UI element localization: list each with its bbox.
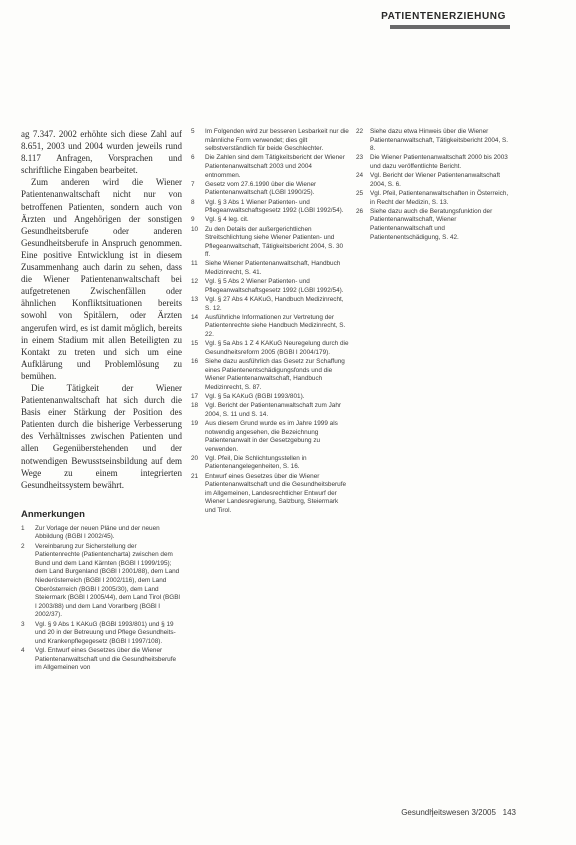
endnote-number: 22 <box>356 128 364 135</box>
endnote-text: Siehe dazu ausführlich das Gesetz zur Schaffung eines Patientenentschädigungsfonds und die Wiener Patientenanwaltschaft, Handbuch Medizinrecht, S. 87. <box>205 357 345 391</box>
endnote <box>191 455 349 472</box>
endnote-text: Vgl. § 27 Abs 4 KAKuG, Handbuch Medizinrecht, S. 12. <box>205 296 344 312</box>
endnote <box>191 216 349 225</box>
endnote <box>191 340 349 357</box>
endnote <box>191 199 349 216</box>
endnote-text: Vgl. Entwurf eines Gesetzes über die Wiener Patientenanwaltschaft und die Gesundheitsberufe im Allgemeinen von <box>35 646 177 672</box>
body-paragraph-1: ag 7.347. 2002 erhöhte sich diese Zahl auf 8.651, 2003 und 2004 wurden jeweils rund 8.117 Anfragen, Vorsprachen und schriftliche Eingaben bearbeitet. <box>21 129 182 176</box>
endnote <box>356 190 514 207</box>
endnote-text: Die Zahlen sind dem Tätigkeitsbericht der Wiener Patientenanwaltschaft 2003 und 2004 entnommen. <box>205 154 345 179</box>
endnote <box>191 402 349 419</box>
endnote <box>21 525 182 542</box>
page-number: 143 <box>502 808 516 817</box>
endnote-text: Vgl. § 5a Abs 1 Z 4 KAKuG Neuregelung durch die Gesundheitsreform 2005 (BGBl I 2004/179). <box>205 340 349 356</box>
endnote <box>21 543 182 620</box>
endnote-number: 24 <box>356 172 364 180</box>
endnote-text: Aus diesem Grund wurde es im Jahre 1999 als notwendig angesehen, die Bezeichnung Patientenanwalt in der Gesetzgebung zu verwenden. <box>205 419 338 453</box>
body-paragraph-3: Die Tätigkeit der Wiener Patientenanwaltschaft hat sich durch die Basis einer Stärkung der Position des Patienten durch die bisherige Verbesserung des Verhältnisses zwischen Patienten und allen Gegenüberstehenden und der notwendigen Bewusstseinsbildung auf dem Wege zu einem integrierten Gesundheitssystem bewährt. <box>21 382 182 490</box>
endnote <box>191 260 349 277</box>
endnote-number: 13 <box>191 296 199 304</box>
section-label: PATIENTENERZIEHUNG <box>381 11 506 22</box>
endnote-text: Im Folgenden wird zur besseren Lesbarkeit nur die männliche Form verwendet; dies gilt selbstverständlich für beide Geschlechter. <box>205 128 349 153</box>
endnote-number: 4 <box>21 646 25 654</box>
endnote <box>21 647 182 673</box>
endnote <box>191 128 349 154</box>
endnote <box>191 358 349 392</box>
endnote-number: 5 <box>191 128 195 135</box>
endnote-number: 12 <box>191 278 199 286</box>
endnote-text: Vgl. § 4 leg. cit. <box>205 216 249 224</box>
endnote-number: 16 <box>191 357 199 365</box>
endnote-text: Ausführliche Informationen zur Vertretung der Patientenrechte siehe Handbuch Medizinrecht, S. 22. <box>205 313 346 338</box>
endnote-text: Vgl. § 5 Abs 2 Wiener Patienten- und Pflegeanwaltschaftsgesetz 1992 (LGBl 1992/54). <box>205 278 344 294</box>
endnote <box>191 154 349 180</box>
endnote-number: 8 <box>191 198 195 206</box>
column-2 <box>191 128 349 516</box>
endnote-number: 10 <box>191 225 199 233</box>
endnote <box>191 226 349 260</box>
endnote <box>191 473 349 516</box>
journal-name: Gesundheitswesen 3/2005 <box>401 808 496 817</box>
column-3 <box>356 128 514 243</box>
endnote-number: 20 <box>191 454 199 462</box>
endnote-text: Vgl. § 9 Abs 1 KAKuG (BGBl 1993/801) und § 19 und 20 in der Betreuung und Pflege Gesundheits- und Krankenpflegegesetz (BGBl I 1997/108). <box>35 620 176 645</box>
endnote-number: 15 <box>191 340 199 348</box>
page-footer <box>401 808 516 817</box>
endnote-text: Vereinbarung zur Sicherstellung der Patientenrechte (Patientencharta) zwischen dem Bund und dem Land Kärnten (BGBl I 1999/195); dem Land Burgenland (BGBl I 2001/88), dem Land Niederösterreich (BGBl I 2002/116), dem Land Oberösterreich (BGBl I 2005/30), dem Land Steiermark (BGBl I 2005/44), dem Land Tirol (BGBl I 2003/88) und dem Land Vorarlberg (BGBl I 2002/37). <box>35 542 180 619</box>
endnote <box>191 314 349 340</box>
endnote-text: Vgl. § 3 Abs 1 Wiener Patienten- und Pflegeanwaltschaftsgesetz 1992 (LGBl 1992/54). <box>205 198 344 215</box>
endnote-number: 1 <box>21 524 25 532</box>
endnote-number: 23 <box>356 154 364 162</box>
endnote-number: 9 <box>191 216 195 224</box>
endnote-number: 18 <box>191 402 199 410</box>
endnote <box>191 296 349 313</box>
endnote <box>21 621 182 647</box>
endnote <box>191 278 349 295</box>
running-header <box>0 11 576 25</box>
body-paragraph-2: Zum anderen wird die Wiener Patientenanwaltschaft nicht nur von betroffenen Patienten, sondern auch von Ärzten und Angehörigen der sonstigen Gesundheitsberufe oder anderen Gesundheitsberufe in Anspruch genommen. Eine positive Entwicklung ist in diesem Zusammenhang auch darin zu sehen, dass die Wiener Patientenanwaltschaft bei aufgetretenen Zwischenfällen oder ähnlichen Konfliktsituationen bereits sowohl von Spitälern, oder Ärzten angerufen wird, es ist damit möglich, bereits in einem Stadium mit allen Beteiligten zu Kontakt zu treten und sich um eine Aufklärung und Problemlösung zu bemühen. <box>21 177 182 381</box>
endnote <box>356 208 514 242</box>
endnote-number: 17 <box>191 392 199 400</box>
endnote-number: 2 <box>21 542 25 550</box>
endnote-number: 6 <box>191 154 195 162</box>
column-1 <box>21 128 182 673</box>
endnote <box>356 172 514 189</box>
endnote-text: Vgl. Pfeil, Patientenanwaltschaften in Österreich, in Recht der Medizin, S. 13. <box>370 189 509 206</box>
endnote-number: 14 <box>191 313 199 321</box>
notes-list-1 <box>21 525 182 673</box>
endnote <box>191 420 349 454</box>
notes-heading: Anmerkungen <box>21 508 85 520</box>
endnote-text: Die Wiener Patientenanwaltschaft 2000 bis 2003 und dazu veröffentlichte Bericht. <box>370 154 508 170</box>
endnote <box>191 393 349 402</box>
endnote-number: 19 <box>191 419 199 427</box>
endnote-text: Vgl. Pfeil, Die Schlichtungsstellen in Patientenangelegenheiten, S. 16. <box>205 454 307 471</box>
endnote-text: Vgl. § 5a KAKuG (BGBl 1993/801). <box>205 392 305 400</box>
header-rule <box>390 25 510 29</box>
endnote-number: 3 <box>21 620 25 628</box>
endnote-text: Siehe dazu auch die Beratungsfunktion der Patientenanwaltschaft, Wiener Patientenanwaltschaft und Patientenentschädigung, S. 42. <box>370 207 493 241</box>
endnote-text: Siehe dazu etwa Hinweis über die Wiener Patientenanwaltschaft, Tätigkeitsbericht 2004, S. 8. <box>370 128 509 153</box>
endnote <box>191 181 349 198</box>
endnote <box>356 128 514 154</box>
notes-list-2 <box>191 128 349 516</box>
endnote-number: 11 <box>191 260 198 268</box>
endnote-text: Siehe Wiener Patientenanwaltschaft, Handbuch Medizinrecht, S. 41. <box>205 260 341 277</box>
endnote-number: 26 <box>356 207 364 215</box>
endnote-text: Zur Vorlage der neuen Pläne und der neuen Abbildung (BGBl I 2002/45). <box>35 524 160 541</box>
endnote-number: 21 <box>191 472 199 480</box>
endnote-text: Entwurf eines Gesetzes über die Wiener Patientenanwaltschaft und die Gesundheitsberufe im Allgemeinen, Landesrechtlicher Entwurf der Wiener Landesregierung, Salzburg, Steiermark und Tirol. <box>205 472 347 515</box>
endnote-text: Vgl. Bericht der Patientenanwaltschaft zum Jahr 2004, S. 11 und S. 14. <box>205 402 342 418</box>
endnote-number: 7 <box>191 180 195 188</box>
endnote-text: Gesetz vom 27.6.1990 über die Wiener Patientenanwaltschaft (LGBl 1990/25). <box>205 180 317 197</box>
endnote <box>356 154 514 171</box>
endnote-text: Vgl. Bericht der Wiener Patientenanwaltschaft 2004, S. 6. <box>370 172 501 188</box>
notes-list-3 <box>356 128 514 242</box>
endnote-number: 25 <box>356 189 364 197</box>
endnote-text: Zu den Details der außergerichtlichen Streitschlichtung siehe Wiener Patienten- und Pflegeanwaltschaft, Tätigkeitsbericht 2004, S. 30 ff. <box>205 225 344 259</box>
